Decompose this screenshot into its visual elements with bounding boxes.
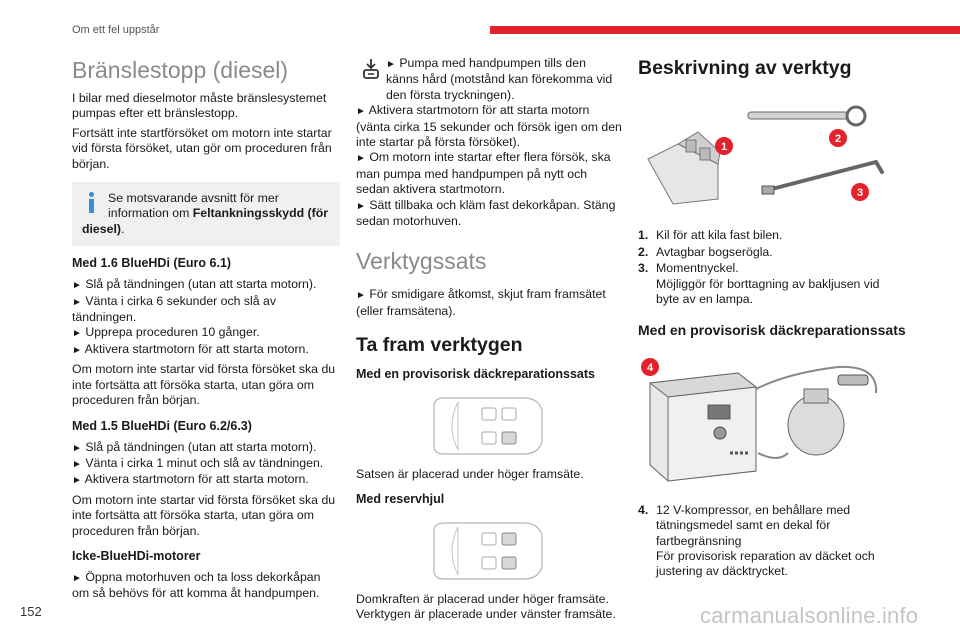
list-number: 2.	[638, 244, 649, 259]
bullet-arrow-icon: ►	[72, 328, 82, 340]
step-text: Sätt tillbaka och kläm fast dekorkåpan. Stäng sedan motorhuven.	[356, 197, 616, 229]
bullet-arrow-icon: ►	[72, 442, 82, 454]
subheading-repair-kit: Med en provisorisk däckreparationssats	[356, 367, 595, 382]
step-text: Upprepa proceduren 10 gånger.	[85, 325, 260, 340]
watermark: carmanualsonline.info	[700, 603, 919, 628]
info-icon	[82, 192, 100, 213]
note-bold-link: Feltankningsskydd (för diesel)	[82, 206, 329, 236]
running-head: Om ett fel uppstår	[72, 24, 160, 36]
car-seat-location-illustration	[428, 396, 548, 456]
callout-2: 2	[834, 133, 842, 145]
step	[72, 570, 340, 602]
bullet-arrow-icon: ►	[356, 153, 366, 165]
callout-3: 3	[856, 187, 864, 199]
pump-step	[356, 56, 622, 103]
paragraph: Om motorn inte startar vid första försöket ska du inte fortsätta att försöka starta, utan göra om proceduren från början.	[72, 362, 336, 408]
subheading-repair-kit-tools: Med en provisorisk däckreparationssats	[638, 322, 906, 339]
step-text: Aktivera startmotorn för att starta motorn.	[84, 341, 309, 356]
step-text: Aktivera startmotorn för att starta motorn (vänta cirka 15 sekunder och försök igen om den inte startar på första försöket).	[356, 103, 622, 150]
sealant-bottle-drawing	[788, 375, 868, 455]
bullet-arrow-icon: ►	[72, 572, 82, 584]
list-text: Momentnyckel.	[656, 261, 739, 276]
callout-4-icon	[641, 358, 659, 376]
list-number: 4.	[638, 502, 649, 517]
list-subtext: För provisorisk reparation av däcket och justering av däcktrycket.	[656, 549, 875, 579]
section-title-fuel-stop: Bränslestopp (diesel)	[72, 57, 289, 83]
wheel-chock-drawing	[648, 132, 720, 204]
step	[356, 287, 622, 319]
subheading-euro61: Med 1.6 BlueHDi (Euro 6.1)	[72, 256, 232, 271]
list-text: 12 V-kompressor, en behållare med tätningsmedel samt en dekal för fartbegränsning	[656, 502, 851, 548]
step-text: Öppna motorhuven och ta loss dekorkåpan om så behövs för att komma åt handpumpen.	[72, 569, 321, 601]
car-seat-location-illustration	[428, 521, 548, 581]
list-item	[638, 503, 906, 580]
section-title-tool-description: Beskrivning av verktyg	[638, 57, 852, 79]
section-title-toolkit: Verktygssats	[356, 248, 487, 275]
location-text: Satsen är placerad under höger framsäte.	[356, 466, 584, 481]
list-subtext: Möjliggör för borttagning av bakljusen vid byte av en lampa.	[656, 276, 880, 307]
bullet-arrow-icon: ►	[356, 106, 366, 118]
step-text: Aktivera startmotorn för att starta motorn.	[84, 472, 309, 487]
list-number: 3.	[638, 261, 649, 276]
intro-paragraph: I bilar med dieselmotor måste bränslesystemet pumpas efter ett bränslestopp.	[72, 91, 327, 121]
info-note	[72, 182, 340, 246]
callout-2-icon	[829, 129, 847, 147]
subheading-euro62: Med 1.5 BlueHDi (Euro 6.2/6.3)	[72, 418, 252, 433]
step-text: Slå på tändningen (utan att starta motorn).	[85, 439, 317, 454]
bullet-arrow-icon: ►	[72, 296, 82, 308]
callout-1-icon	[715, 137, 733, 155]
bullet-arrow-icon: ►	[356, 290, 366, 302]
tools-illustration	[638, 104, 888, 214]
list-item	[638, 228, 906, 243]
location-text: Domkraften är placerad under höger framsäte.	[356, 591, 609, 606]
step-text: Vänta i cirka 6 sekunder och slå av tändningen.	[72, 293, 277, 325]
step	[356, 103, 622, 229]
column-2	[356, 56, 622, 626]
chapter-color-bar	[490, 26, 960, 34]
step-text: Om motorn inte startar efter flera försök, ska man pumpa med handpumpen på nytt och sedan aktivera startmotorn.	[356, 150, 611, 197]
list-text: Kil för att kila fast bilen.	[656, 228, 783, 243]
page-number: 152	[20, 604, 42, 619]
paragraph: Om motorn inte startar vid första försöket ska du inte fortsätta att försöka starta, utan göra om proceduren från början.	[72, 492, 336, 538]
list-number: 1.	[638, 228, 649, 243]
section-title-get-tools: Ta fram verktygen	[356, 334, 523, 357]
step-text: Slå på tändningen (utan att starta motorn).	[85, 277, 317, 292]
list-item	[638, 261, 906, 307]
step-text: Vänta i cirka 1 minut och slå av tändningen.	[85, 455, 324, 470]
bullet-arrow-icon: ►	[386, 59, 396, 70]
list-item	[638, 245, 906, 260]
bullet-arrow-icon: ►	[72, 344, 82, 356]
step	[72, 440, 340, 489]
callout-1: 1	[720, 141, 728, 153]
towing-eye-drawing	[748, 107, 865, 125]
callout-4: 4	[646, 362, 654, 375]
compressor-drawing	[650, 373, 756, 481]
intro-paragraph-2: Fortsätt inte startförsöket om motorn inte startar vid första försöket, utan gör om proceduren från början.	[72, 125, 332, 171]
list-text: Avtagbar bogserögla.	[656, 244, 773, 259]
subheading-spare-wheel: Med reservhjul	[356, 492, 445, 507]
note-end: .	[120, 221, 125, 236]
step	[72, 277, 340, 358]
bullet-arrow-icon: ►	[72, 475, 82, 487]
step-text: För smidigare åtkomst, skjut fram framsätet (eller framsätena).	[356, 287, 606, 318]
repair-kit-illustration	[638, 353, 888, 488]
subheading-non-bluehdi: Icke-BlueHDi-motorer	[72, 548, 201, 563]
bullet-arrow-icon: ►	[356, 200, 366, 212]
location-text: Verktygen är placerade under vänster framsäte.	[356, 606, 616, 621]
callout-3-icon	[851, 183, 869, 201]
hand-pump-icon	[362, 58, 380, 80]
column-3	[638, 56, 906, 581]
bullet-arrow-icon: ►	[72, 458, 82, 470]
bullet-arrow-icon: ►	[72, 280, 82, 292]
column-1	[72, 56, 340, 606]
step-text: Pumpa med handpumpen tills den känns hård (motstånd kan förekomma vid den första tryckningen).	[386, 56, 613, 102]
note-text: Se motsvarande avsnitt för mer information om	[108, 191, 279, 221]
